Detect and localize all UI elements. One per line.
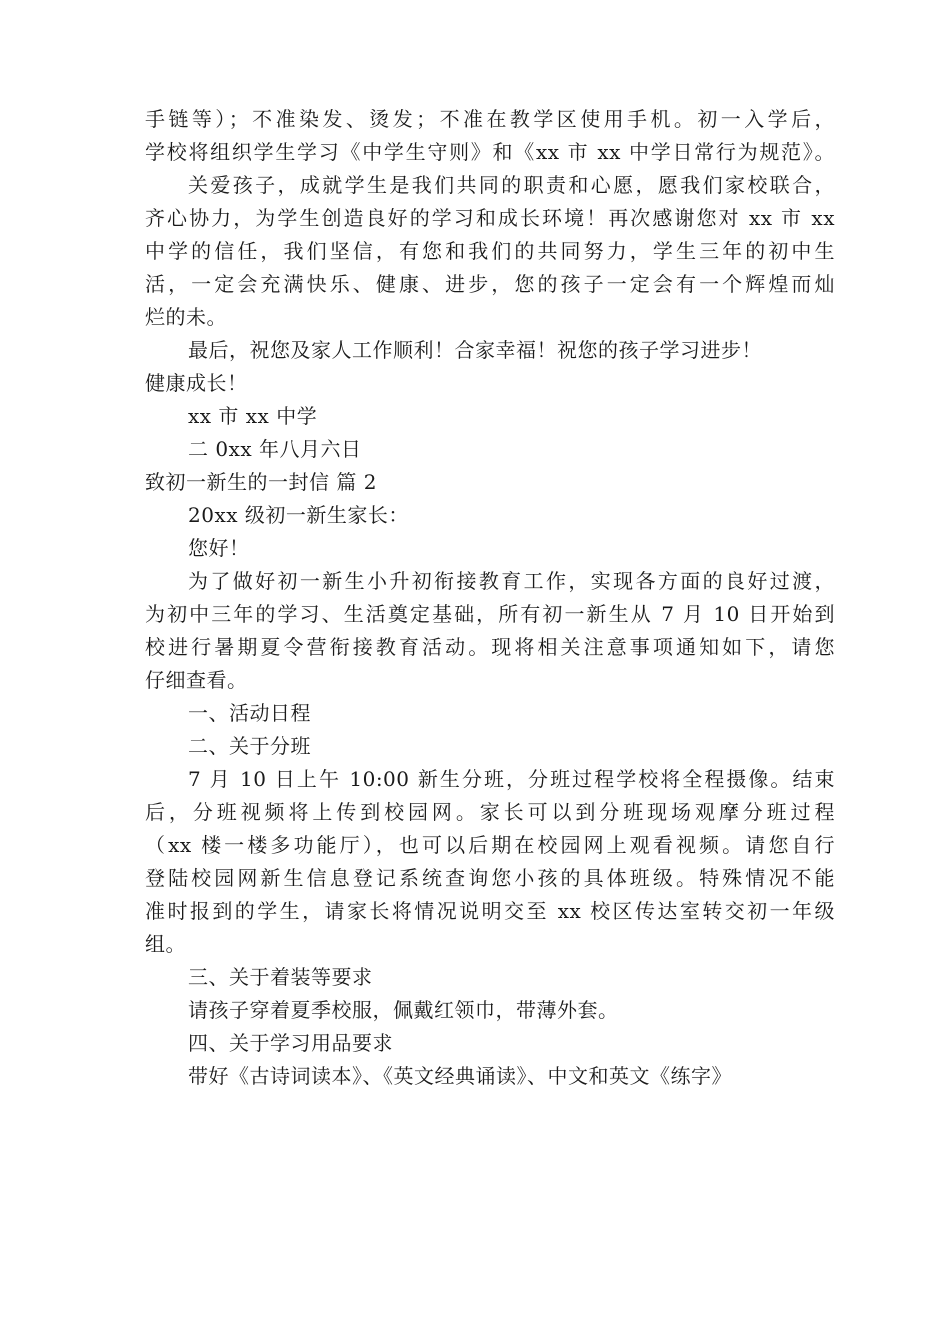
text-line: 登陆校园网新生信息登记系统查询您小孩的具体班级。特殊情况不能	[145, 866, 835, 890]
text-line: 烂的未。	[145, 305, 227, 329]
text-line: （xx 楼一楼多功能厅），也可以后期在校园网上观看视频。请您自行	[145, 833, 835, 857]
signature-school: xx 市 xx 中学	[188, 404, 318, 428]
list-heading: 四、关于学习用品要求	[188, 1031, 393, 1055]
paragraph-line: 带好《古诗词读本》、《英文经典诵读》、中文和英文《练字》	[188, 1064, 732, 1088]
text-line: 手链等）；不准染发、烫发；不准在教学区使用手机。初一入学后，	[145, 107, 835, 131]
text-line: 活，一定会充满快乐、健康、进步，您的孩子一定会有一个辉煌而灿	[145, 272, 835, 296]
greeting: 您好！	[188, 536, 250, 560]
paragraph-line: 关爱孩子，成就学生是我们共同的职责和心愿，愿我们家校联合，	[188, 173, 835, 197]
paragraph-line: 最后，祝您及家人工作顺利！合家幸福！祝您的孩子学习进步！	[188, 338, 762, 362]
text-line: 后，分班视频将上传到校园网。家长可以到分班现场观摩分班过程	[145, 800, 835, 824]
text-line: 为初中三年的学习、生活奠定基础，所有初一新生从 7 月 10 日开始到	[145, 602, 835, 626]
list-heading: 二、关于分班	[188, 734, 311, 758]
text-line: 组。	[145, 932, 186, 956]
text-line: 仔细查看。	[145, 668, 248, 692]
text-line: 齐心协力，为学生创造良好的学习和成长环境！再次感谢您对 xx 市 xx	[145, 206, 835, 230]
paragraph-line: 请孩子穿着夏季校服，佩戴红领巾，带薄外套。	[188, 998, 619, 1022]
text-line: 校进行暑期夏令营衔接教育活动。现将相关注意事项通知如下，请您	[145, 635, 835, 659]
text-line: 中学的信任，我们坚信，有您和我们的共同努力，学生三年的初中生	[145, 239, 835, 263]
paragraph-line: 7 月 10 日上午 10:00 新生分班，分班过程学校将全程摄像。结束	[188, 767, 835, 791]
list-heading: 三、关于着装等要求	[188, 965, 373, 989]
document-page	[145, 103, 835, 1093]
signature-date: 二 0xx 年八月六日	[188, 437, 362, 461]
text-line: 健康成长！	[145, 371, 248, 395]
section-title: 致初一新生的一封信 篇 2	[145, 470, 377, 494]
paragraph-line: 为了做好初一新生小升初衔接教育工作，实现各方面的良好过渡，	[188, 569, 835, 593]
salutation: 20xx 级初一新生家长：	[188, 503, 409, 527]
text-line: 准时报到的学生，请家长将情况说明交至 xx 校区传达室转交初一年级	[145, 899, 835, 923]
text-line: 学校将组织学生学习《中学生守则》和《xx 市 xx 中学日常行为规范》。	[145, 140, 835, 164]
list-heading: 一、活动日程	[188, 701, 311, 725]
